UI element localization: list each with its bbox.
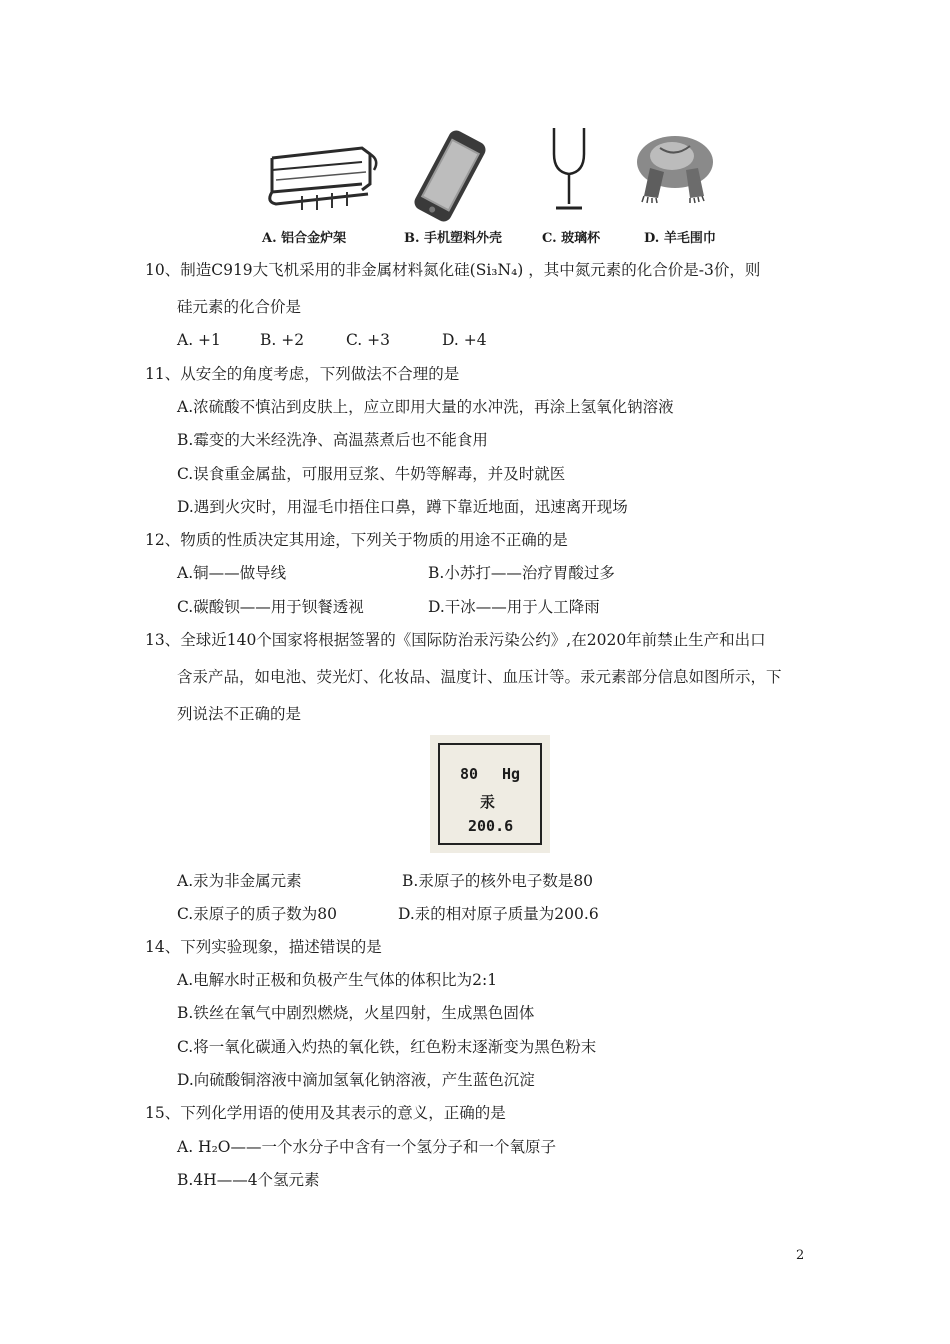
q14-stem: 14、下列实验现象，描述错误的是 (145, 938, 382, 956)
q10-option-b: B. +2 (260, 331, 305, 349)
atomic-mass: 200.6 (468, 817, 514, 835)
q10-stem-line1: 10、制造C919大飞机采用的非金属材料氮化硅(Si₃N₄) ，其中氮元素的化合价是-3价，则 (145, 261, 761, 279)
q13-stem-line1: 13、全球近140个国家将根据签署的《国际防治汞污染公约》,在2020年前禁止生产和出口 (145, 631, 766, 649)
element-name: 汞 (480, 793, 496, 811)
q12-option-b: B.小苏打——治疗胃酸过多 (428, 564, 615, 582)
q14-option-c: C.将一氧化碳通入灼热的氧化铁，红色粉末逐渐变为黑色粉末 (177, 1038, 597, 1056)
q10-option-a: A. +1 (177, 331, 221, 349)
q10-option-d: D. +4 (442, 331, 487, 349)
q11-option-c: C.误食重金属盐，可服用豆浆、牛奶等解毒，并及时就医 (177, 465, 566, 483)
q12-option-c: C.碳酸钡——用于钡餐透视 (177, 598, 364, 616)
q13-option-a: A.汞为非金属元素 (177, 872, 302, 890)
q14-option-a: A.电解水时正极和负极产生气体的体积比为2:1 (177, 971, 498, 989)
caption-b: B. 手机塑料外壳 (404, 231, 503, 246)
wool-scarf-image (630, 128, 720, 204)
q15-option-b: B.4H——4个氢元素 (177, 1171, 320, 1189)
q12-option-a: A.铜——做导线 (177, 564, 287, 582)
q13-stem-line2: 含汞产品，如电池、荧光灯、化妆品、温度计、血压计等。汞元素部分信息如图所示，下 (177, 668, 782, 686)
q14-option-b: B.铁丝在氧气中剧烈燃烧，火星四射，生成黑色固体 (177, 1004, 535, 1022)
q13-option-d: D.汞的相对原子质量为200.6 (398, 905, 599, 923)
atomic-number: 80 (460, 765, 479, 783)
aluminum-stove-rack-image (262, 140, 380, 222)
phone-plastic-case-image (410, 126, 490, 226)
q11-stem: 11、从安全的角度考虑，下列做法不合理的是 (145, 365, 460, 383)
caption-c: C. 玻璃杯 (542, 231, 601, 246)
glass-cup-image (548, 124, 590, 214)
q10-option-c: C. +3 (346, 331, 391, 349)
caption-d: D. 羊毛围巾 (644, 231, 716, 246)
q10-stem-line2: 硅元素的化合价是 (177, 298, 302, 316)
q13-option-c: C.汞原子的质子数为80 (177, 905, 337, 923)
q11-option-d: D.遇到火灾时，用湿毛巾捂住口鼻，蹲下靠近地面，迅速离开现场 (177, 498, 628, 516)
q11-option-a: A.浓硫酸不慎沾到皮肤上，应立即用大量的水冲洗，再涂上氢氧化钠溶液 (177, 398, 674, 416)
q12-stem: 12、物质的性质决定其用途，下列关于物质的用途不正确的是 (145, 531, 568, 549)
page-number: 2 (796, 1248, 805, 1263)
q15-option-a: A. H₂O——一个水分子中含有一个氢分子和一个氧原子 (177, 1138, 556, 1156)
element-symbol: Hg (502, 765, 521, 783)
periodic-element-card (430, 735, 550, 853)
q13-option-b: B.汞原子的核外电子数是80 (402, 872, 594, 890)
caption-a: A. 铝合金炉架 (262, 231, 347, 246)
q14-option-d: D.向硫酸铜溶液中滴加氢氧化钠溶液，产生蓝色沉淀 (177, 1071, 535, 1089)
q12-option-d: D.干冰——用于人工降雨 (428, 598, 600, 616)
q13-stem-line3: 列说法不正确的是 (177, 705, 302, 723)
q11-option-b: B.霉变的大米经洗净、高温蒸煮后也不能食用 (177, 431, 488, 449)
q15-stem: 15、下列化学用语的使用及其表示的意义，正确的是 (145, 1104, 506, 1122)
